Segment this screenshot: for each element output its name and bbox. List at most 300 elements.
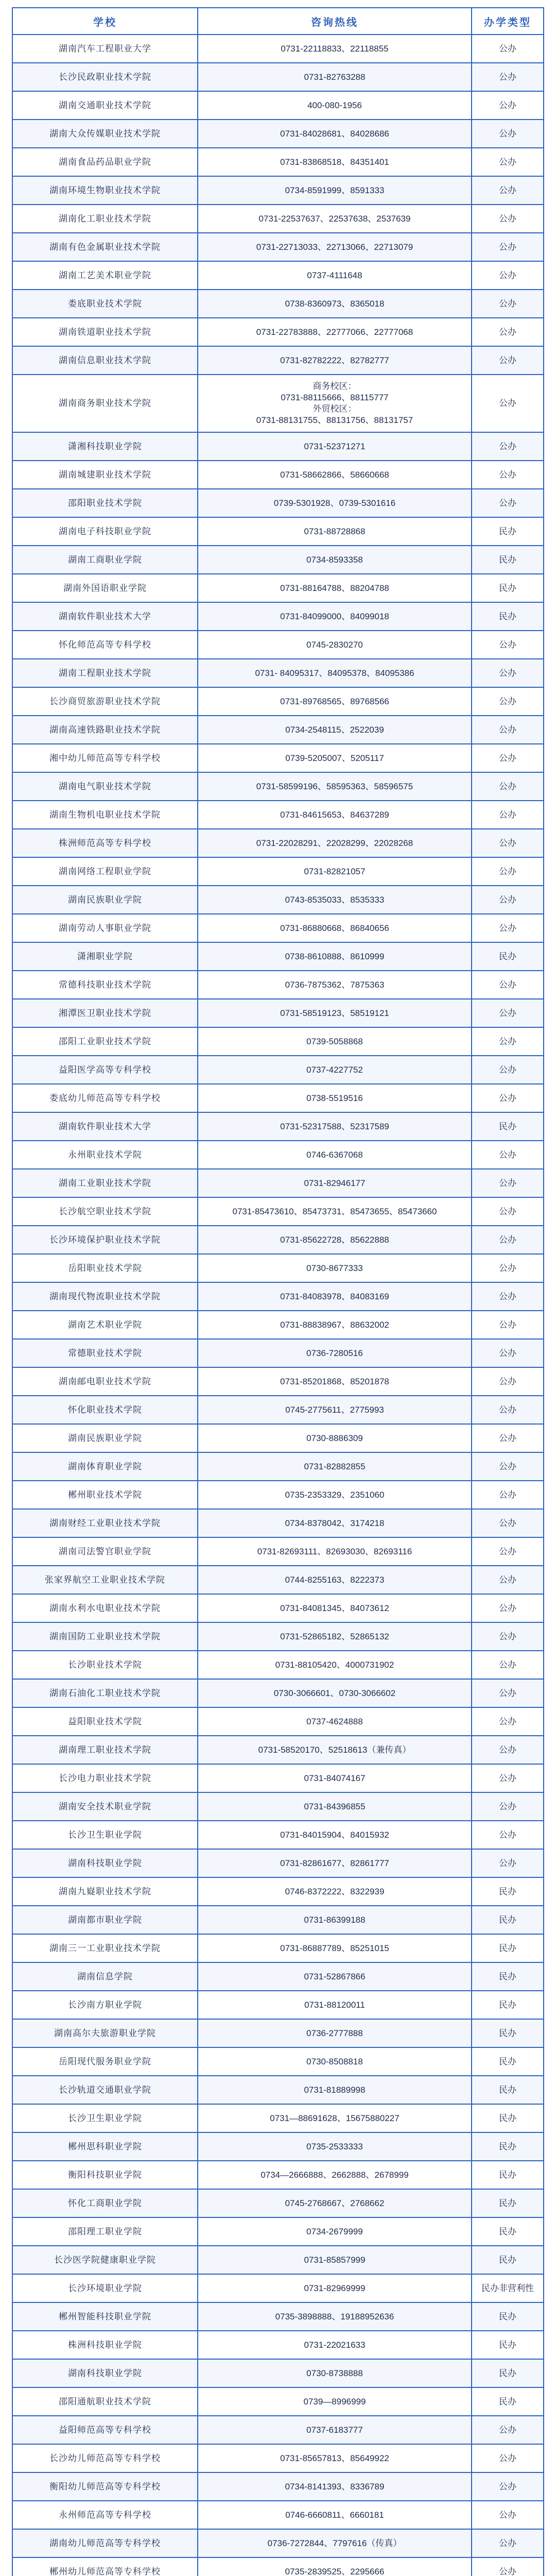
- table-row: [12, 2387, 544, 2416]
- table-row: [12, 1396, 544, 1424]
- school-name-cell: 湘潭医卫职业技术学院: [12, 999, 198, 1027]
- school-name-cell: 长沙卫生职业学院: [12, 2104, 198, 2132]
- hotline-cell: 0734-2679999: [198, 2217, 472, 2246]
- school-type-cell: 民办: [472, 2161, 544, 2189]
- hotline-cell: 0735-3898888、19188952636: [198, 2302, 472, 2331]
- table-row: [12, 290, 544, 318]
- hotline-cell: 0745-2830270: [198, 631, 472, 659]
- school-name-cell: 湖南体育职业学院: [12, 1452, 198, 1481]
- school-type-cell: 公办: [472, 375, 544, 432]
- school-name-cell: 湖南汽车工程职业大学: [12, 35, 198, 63]
- school-name-cell: 湖南艺术职业学院: [12, 1311, 198, 1339]
- school-type-cell: 公办: [472, 261, 544, 290]
- table-row: [12, 35, 544, 63]
- school-type-cell: 公办: [472, 1821, 544, 1849]
- school-name-cell: 湖南都市职业学院: [12, 1906, 198, 1934]
- hotline-cell: 0737-4227752: [198, 1056, 472, 1084]
- school-type-cell: 公办: [472, 1679, 544, 1707]
- school-type-cell: 公办: [472, 914, 544, 942]
- table-row: [12, 205, 544, 233]
- table-row: [12, 1906, 544, 1934]
- school-type-cell: 公办: [472, 1764, 544, 1792]
- hotline-cell: 0735-2839525、2295666: [198, 2557, 472, 2576]
- hotline-cell: 0731-88120011: [198, 1991, 472, 2019]
- school-name-cell: 邵阳职业技术学院: [12, 489, 198, 517]
- table-row: [12, 1991, 544, 2019]
- school-type-cell: 民办: [472, 2189, 544, 2217]
- school-type-cell: 民办: [472, 2359, 544, 2387]
- hotline-cell: 0738-8610888、8610999: [198, 942, 472, 971]
- school-type-cell: 公办: [472, 1367, 544, 1396]
- hotline-cell: 0731-83868518、84351401: [198, 148, 472, 176]
- table-row: [12, 2161, 544, 2189]
- school-name-cell: 郴州智能科技职业学院: [12, 2302, 198, 2331]
- hotline-cell: 0731-89768565、89768566: [198, 687, 472, 716]
- school-type-cell: 民办: [472, 2104, 544, 2132]
- school-name-cell: 湖南铁道职业技术学院: [12, 318, 198, 346]
- table-row: [12, 1141, 544, 1169]
- school-type-cell: 公办: [472, 120, 544, 148]
- table-row: [12, 1339, 544, 1367]
- school-type-cell: 公办: [472, 1084, 544, 1112]
- hotline-cell: 0731-82782222、82782777: [198, 346, 472, 375]
- school-type-cell: 公办: [472, 1254, 544, 1282]
- hotline-cell: 0731-82763288: [198, 63, 472, 91]
- school-name-cell: 湖南安全技术职业学院: [12, 1792, 198, 1821]
- school-name-cell: 潇湘职业学院: [12, 942, 198, 971]
- school-type-cell: 民办: [472, 546, 544, 574]
- school-name-cell: 湖南软件职业技术大学: [12, 602, 198, 631]
- hotline-cell: 0731-88728868: [198, 517, 472, 546]
- table-row: [12, 233, 544, 261]
- school-type-cell: 公办: [472, 1651, 544, 1679]
- hotline-cell: 0731-82693111、82693030、82693116: [198, 1537, 472, 1566]
- school-type-cell: 公办: [472, 1452, 544, 1481]
- table-row: [12, 2359, 544, 2387]
- school-name-cell: 湖南食品药品职业学院: [12, 148, 198, 176]
- school-type-cell: 公办: [472, 801, 544, 829]
- school-name-cell: 湖南环境生物职业技术学院: [12, 176, 198, 205]
- hotline-cell: 0739-5205007、5205117: [198, 744, 472, 772]
- table-row: [12, 120, 544, 148]
- school-name-cell: 株洲科技职业学院: [12, 2331, 198, 2359]
- table-row: [12, 318, 544, 346]
- school-type-cell: 公办: [472, 489, 544, 517]
- table-row: [12, 801, 544, 829]
- hotline-cell: 0746-6367068: [198, 1141, 472, 1169]
- school-type-cell: 公办: [472, 1339, 544, 1367]
- school-name-cell: 湖南理工职业技术学院: [12, 1736, 198, 1764]
- school-type-cell: 公办: [472, 971, 544, 999]
- school-name-cell: 益阳职业技术学院: [12, 1707, 198, 1736]
- hotline-cell: 0746-8372222、8322939: [198, 1877, 472, 1906]
- school-type-cell: 公办: [472, 1424, 544, 1452]
- hotline-cell: 0731-84099000、84099018: [198, 602, 472, 631]
- table-body: [12, 35, 544, 2576]
- table-row: [12, 1197, 544, 1226]
- table-row: [12, 1112, 544, 1141]
- school-name-cell: 湖南司法警官职业学院: [12, 1537, 198, 1566]
- school-hotline-table: [12, 7, 544, 2576]
- hotline-cell: 0734-2548115、2522039: [198, 716, 472, 744]
- school-type-cell: 公办: [472, 1197, 544, 1226]
- hotline-cell: 0731-82882855: [198, 1452, 472, 1481]
- table-row: [12, 1622, 544, 1651]
- school-name-cell: 湖南交通职业技术学院: [12, 91, 198, 120]
- table-row: [12, 176, 544, 205]
- school-name-cell: 岳阳现代服务职业学院: [12, 2047, 198, 2076]
- school-name-cell: 湖南工程职业技术学院: [12, 659, 198, 687]
- school-type-cell: 民办: [472, 2132, 544, 2161]
- hotline-cell: 0731-85857999: [198, 2246, 472, 2274]
- hotline-cell: 0731-52867866: [198, 1962, 472, 1991]
- hotline-cell: 0746-6660811、6660181: [198, 2501, 472, 2529]
- school-type-cell: 公办: [472, 999, 544, 1027]
- hotline-cell: 0745-2775611、2775993: [198, 1396, 472, 1424]
- hotline-cell: 0731-58520170、52518613（兼传真）: [198, 1736, 472, 1764]
- table-row: [12, 1594, 544, 1622]
- school-name-cell: 湖南现代物流职业技术学院: [12, 1282, 198, 1311]
- school-name-cell: 娄底职业技术学院: [12, 290, 198, 318]
- school-name-cell: 衡阳科技职业学院: [12, 2161, 198, 2189]
- table-row: [12, 1849, 544, 1877]
- school-name-cell: 湖南大众传媒职业技术学院: [12, 120, 198, 148]
- school-type-cell: 民办: [472, 2047, 544, 2076]
- table-row: [12, 1027, 544, 1056]
- hotline-cell: 0731-52371271: [198, 432, 472, 461]
- school-type-cell: 民办: [472, 2387, 544, 2416]
- hotline-cell: 0735-2533333: [198, 2132, 472, 2161]
- school-type-cell: 公办: [472, 233, 544, 261]
- school-type-cell: 公办: [472, 346, 544, 375]
- hotline-cell: 0731-86880668、86840656: [198, 914, 472, 942]
- table-row: [12, 942, 544, 971]
- table-row: [12, 2217, 544, 2246]
- table-row: [12, 631, 544, 659]
- school-type-cell: 民办: [472, 1934, 544, 1962]
- hotline-cell: 0731-52865182、52865132: [198, 1622, 472, 1651]
- table-row: [12, 999, 544, 1027]
- hotline-cell: 0731-84615653、84637289: [198, 801, 472, 829]
- table-row: [12, 1424, 544, 1452]
- table-row: [12, 1821, 544, 1849]
- hotline-cell: 0738-5519516: [198, 1084, 472, 1112]
- table-row: [12, 2076, 544, 2104]
- school-name-cell: 湖南信息职业技术学院: [12, 346, 198, 375]
- hotline-cell: 0731-82861677、82861777: [198, 1849, 472, 1877]
- table-row: [12, 1707, 544, 1736]
- hotline-cell: 0731-58519123、58519121: [198, 999, 472, 1027]
- table-row: [12, 2019, 544, 2047]
- table-row: [12, 1367, 544, 1396]
- hotline-cell: 0731-85657813、85649922: [198, 2444, 472, 2472]
- hotline-cell: 0731-86399188: [198, 1906, 472, 1934]
- school-type-cell: 公办: [472, 1027, 544, 1056]
- school-name-cell: 潇湘科技职业学院: [12, 432, 198, 461]
- school-name-cell: 湖南高尔夫旅游职业学院: [12, 2019, 198, 2047]
- table-row: [12, 1651, 544, 1679]
- school-type-cell: 民办: [472, 2331, 544, 2359]
- school-name-cell: 湖南生物机电职业技术学院: [12, 801, 198, 829]
- school-name-cell: 湖南工商职业学院: [12, 546, 198, 574]
- school-type-cell: 公办: [472, 631, 544, 659]
- school-type-cell: 公办: [472, 1566, 544, 1594]
- school-name-cell: 湖南邮电职业技术学院: [12, 1367, 198, 1396]
- school-type-cell: 公办: [472, 1141, 544, 1169]
- school-type-cell: 公办: [472, 2557, 544, 2576]
- school-name-cell: 永州职业技术学院: [12, 1141, 198, 1169]
- table-row: [12, 148, 544, 176]
- school-type-cell: 公办: [472, 2529, 544, 2557]
- table-row: [12, 2416, 544, 2444]
- school-name-cell: 湖南信息学院: [12, 1962, 198, 1991]
- table-row: [12, 716, 544, 744]
- hotline-cell: 0730-8886309: [198, 1424, 472, 1452]
- hotline-cell: 0734-8378042、3174218: [198, 1509, 472, 1537]
- hotline-cell: 0743-8535033、8535333: [198, 886, 472, 914]
- school-type-cell: 公办: [472, 1169, 544, 1197]
- hotline-cell: 0731-22028291、22028299、22028268: [198, 829, 472, 857]
- school-name-cell: 株洲师范高等专科学校: [12, 829, 198, 857]
- school-type-cell: 民办: [472, 1112, 544, 1141]
- school-type-cell: 公办: [472, 148, 544, 176]
- school-type-cell: 公办: [472, 687, 544, 716]
- table-row: [12, 2501, 544, 2529]
- hotline-cell: 0731-82946177: [198, 1169, 472, 1197]
- school-type-cell: 公办: [472, 63, 544, 91]
- school-name-cell: 湖南民族职业学院: [12, 886, 198, 914]
- table-row: [12, 1537, 544, 1566]
- school-name-cell: 怀化工商职业学院: [12, 2189, 198, 2217]
- school-name-cell: 怀化职业技术学院: [12, 1396, 198, 1424]
- hotline-cell: 0745-2768667、2768662: [198, 2189, 472, 2217]
- school-type-cell: 公办: [472, 205, 544, 233]
- school-type-cell: 民办: [472, 2302, 544, 2331]
- hotline-cell: 0731-85473610、85473731、85473655、85473660: [198, 1197, 472, 1226]
- school-name-cell: 湖南软件职业技术大学: [12, 1112, 198, 1141]
- school-name-cell: 湖南三一工业职业技术学院: [12, 1934, 198, 1962]
- hotline-cell: 0730-8677333: [198, 1254, 472, 1282]
- school-name-cell: 湘中幼儿师范高等专科学校: [12, 744, 198, 772]
- school-type-cell: 公办: [472, 1396, 544, 1424]
- table-row: [12, 659, 544, 687]
- hotline-cell: 0731-84081345、84073612: [198, 1594, 472, 1622]
- school-name-cell: 永州师范高等专科学校: [12, 2501, 198, 2529]
- table-row: [12, 2104, 544, 2132]
- hotline-cell: 0731-88105420、4000731902: [198, 1651, 472, 1679]
- table-row: [12, 1764, 544, 1792]
- school-name-cell: 邵阳工业职业技术学院: [12, 1027, 198, 1056]
- hotline-cell: 0731-84396855: [198, 1792, 472, 1821]
- table-row: [12, 1679, 544, 1707]
- hotline-cell: 0734-8141393、8336789: [198, 2472, 472, 2501]
- hotline-cell: 0737-4624888: [198, 1707, 472, 1736]
- school-type-cell: 民办: [472, 1991, 544, 2019]
- hotline-cell: 0731-84015904、84015932: [198, 1821, 472, 1849]
- school-type-cell: 公办: [472, 2444, 544, 2472]
- hotline-cell: 0731-84074167: [198, 1764, 472, 1792]
- school-name-cell: 湖南商务职业技术学院: [12, 375, 198, 432]
- school-type-cell: 公办: [472, 659, 544, 687]
- school-name-cell: 长沙职业技术学院: [12, 1651, 198, 1679]
- hotline-cell: 0731-22537637、22537638、2537639: [198, 205, 472, 233]
- school-name-cell: 郴州思科职业学院: [12, 2132, 198, 2161]
- table-row: [12, 1792, 544, 1821]
- school-type-cell: 公办: [472, 1311, 544, 1339]
- school-name-cell: 长沙民政职业技术学院: [12, 63, 198, 91]
- table-row: [12, 772, 544, 801]
- school-type-cell: 民办: [472, 2076, 544, 2104]
- school-type-cell: 公办: [472, 432, 544, 461]
- school-name-cell: 湖南工业职业技术学院: [12, 1169, 198, 1197]
- hotline-cell: 0731-88164788、88204788: [198, 574, 472, 602]
- hotline-cell: 0731-85201868、85201878: [198, 1367, 472, 1396]
- school-name-cell: 郴州职业技术学院: [12, 1481, 198, 1509]
- school-name-cell: 湖南化工职业技术学院: [12, 205, 198, 233]
- table-row: [12, 857, 544, 886]
- school-type-cell: 公办: [472, 2472, 544, 2501]
- school-name-cell: 湖南电子科技职业学院: [12, 517, 198, 546]
- table-row: [12, 2472, 544, 2501]
- school-type-cell: 公办: [472, 744, 544, 772]
- table-row: [12, 744, 544, 772]
- school-name-cell: 益阳师范高等专科学校: [12, 2416, 198, 2444]
- school-type-cell: 公办: [472, 35, 544, 63]
- hotline-cell: 0737-6183777: [198, 2416, 472, 2444]
- table-row: [12, 2246, 544, 2274]
- school-type-cell: 民办: [472, 574, 544, 602]
- table-row: [12, 829, 544, 857]
- school-name-cell: 长沙电力职业技术学院: [12, 1764, 198, 1792]
- school-type-cell: 公办: [472, 1792, 544, 1821]
- school-type-cell: 公办: [472, 857, 544, 886]
- school-name-cell: 湖南民族职业学院: [12, 1424, 198, 1452]
- school-name-cell: 长沙航空职业技术学院: [12, 1197, 198, 1226]
- school-type-cell: 公办: [472, 829, 544, 857]
- table-row: [12, 1452, 544, 1481]
- hotline-cell: 0731-82821057: [198, 857, 472, 886]
- school-type-cell: 公办: [472, 1537, 544, 1566]
- school-name-cell: 湖南工艺美术职业学院: [12, 261, 198, 290]
- table-row: [12, 1282, 544, 1311]
- table-row: [12, 2189, 544, 2217]
- hotline-cell: 0734-8591999、8591333: [198, 176, 472, 205]
- school-name-cell: 邵阳通航职业技术学院: [12, 2387, 198, 2416]
- table-row: [12, 1509, 544, 1537]
- hotline-cell: 0735-2353329、2351060: [198, 1481, 472, 1509]
- table-row: [12, 1736, 544, 1764]
- school-type-cell: 公办: [472, 1849, 544, 1877]
- hotline-cell: 0731-22021633: [198, 2331, 472, 2359]
- school-name-cell: 湖南外国语职业学院: [12, 574, 198, 602]
- school-type-cell: 公办: [472, 318, 544, 346]
- hotline-cell: 0736-2777888: [198, 2019, 472, 2047]
- table-row: [12, 461, 544, 489]
- school-type-cell: 民办: [472, 517, 544, 546]
- school-name-cell: 长沙商贸旅游职业技术学院: [12, 687, 198, 716]
- hotline-cell: 0739-5058868: [198, 1027, 472, 1056]
- school-type-cell: 公办: [472, 886, 544, 914]
- hotline-cell: 0731-88838967、88632002: [198, 1311, 472, 1339]
- table-row: [12, 517, 544, 546]
- table-row: [12, 2331, 544, 2359]
- table-row: [12, 971, 544, 999]
- table-row: [12, 2529, 544, 2557]
- hotline-cell: 0731-84083978、84083169: [198, 1282, 472, 1311]
- school-type-cell: 公办: [472, 1282, 544, 1311]
- table-row: [12, 1566, 544, 1594]
- table-row: [12, 2047, 544, 2076]
- school-type-cell: 民办: [472, 1906, 544, 1934]
- school-name-cell: 湖南财经工业职业技术学院: [12, 1509, 198, 1537]
- table-row: [12, 1056, 544, 1084]
- hotline-cell: 0731-81889998: [198, 2076, 472, 2104]
- school-type-cell: 公办: [472, 1509, 544, 1537]
- school-name-cell: 益阳医学高等专科学校: [12, 1056, 198, 1084]
- hotline-cell: 0731-52317588、52317589: [198, 1112, 472, 1141]
- school-type-cell: 民办: [472, 1962, 544, 1991]
- table-row: [12, 1311, 544, 1339]
- school-type-cell: 民办: [472, 2019, 544, 2047]
- table-row: [12, 1226, 544, 1254]
- hotline-cell: 0731-85622728、85622888: [198, 1226, 472, 1254]
- table-row: [12, 346, 544, 375]
- table-row: [12, 2557, 544, 2576]
- table-row: [12, 2302, 544, 2331]
- table-row: [12, 489, 544, 517]
- hotline-cell: 0738-8360973、8365018: [198, 290, 472, 318]
- school-name-cell: 常德职业技术学院: [12, 1339, 198, 1367]
- school-name-cell: 湖南科技职业学院: [12, 2359, 198, 2387]
- school-type-cell: 公办: [472, 1736, 544, 1764]
- school-type-cell: 公办: [472, 1056, 544, 1084]
- header-phone: 咨询热线: [198, 8, 472, 35]
- school-type-cell: 公办: [472, 290, 544, 318]
- hotline-cell: 0736-7272844、7797616（传真）: [198, 2529, 472, 2557]
- school-type-cell: 公办: [472, 1707, 544, 1736]
- school-name-cell: 湖南网络工程职业学院: [12, 857, 198, 886]
- school-type-cell: 公办: [472, 461, 544, 489]
- table-row: [12, 886, 544, 914]
- hotline-cell: 0744-8255163、8222373: [198, 1566, 472, 1594]
- school-name-cell: 邵阳理工职业学院: [12, 2217, 198, 2246]
- hotline-cell: 0731- 84095317、84095378、84095386: [198, 659, 472, 687]
- header-type: 办学类型: [472, 8, 544, 35]
- hotline-cell: 0731-86887789、85251015: [198, 1934, 472, 1962]
- table-header-row: [12, 8, 544, 35]
- school-name-cell: 张家界航空工业职业技术学院: [12, 1566, 198, 1594]
- hotline-cell: 0739-5301928、0739-5301616: [198, 489, 472, 517]
- table-row: [12, 375, 544, 432]
- hotline-cell: 400-080-1956: [198, 91, 472, 120]
- table-row: [12, 432, 544, 461]
- school-type-cell: 公办: [472, 1226, 544, 1254]
- school-name-cell: 长沙环境保护职业技术学院: [12, 1226, 198, 1254]
- school-name-cell: 湖南有色金属职业技术学院: [12, 233, 198, 261]
- hotline-cell: 0739—8996999: [198, 2387, 472, 2416]
- hotline-cell: 0736-7875362、7875363: [198, 971, 472, 999]
- hotline-cell: 0734—2666888、2662888、2678999: [198, 2161, 472, 2189]
- school-type-cell: 公办: [472, 716, 544, 744]
- school-type-cell: 公办: [472, 1594, 544, 1622]
- school-type-cell: 民办: [472, 602, 544, 631]
- table-row: [12, 91, 544, 120]
- school-name-cell: 湖南劳动人事职业学院: [12, 914, 198, 942]
- school-name-cell: 湖南石油化工职业技术学院: [12, 1679, 198, 1707]
- school-type-cell: 公办: [472, 2416, 544, 2444]
- table-row: [12, 574, 544, 602]
- school-name-cell: 娄底幼儿师范高等专科学校: [12, 1084, 198, 1112]
